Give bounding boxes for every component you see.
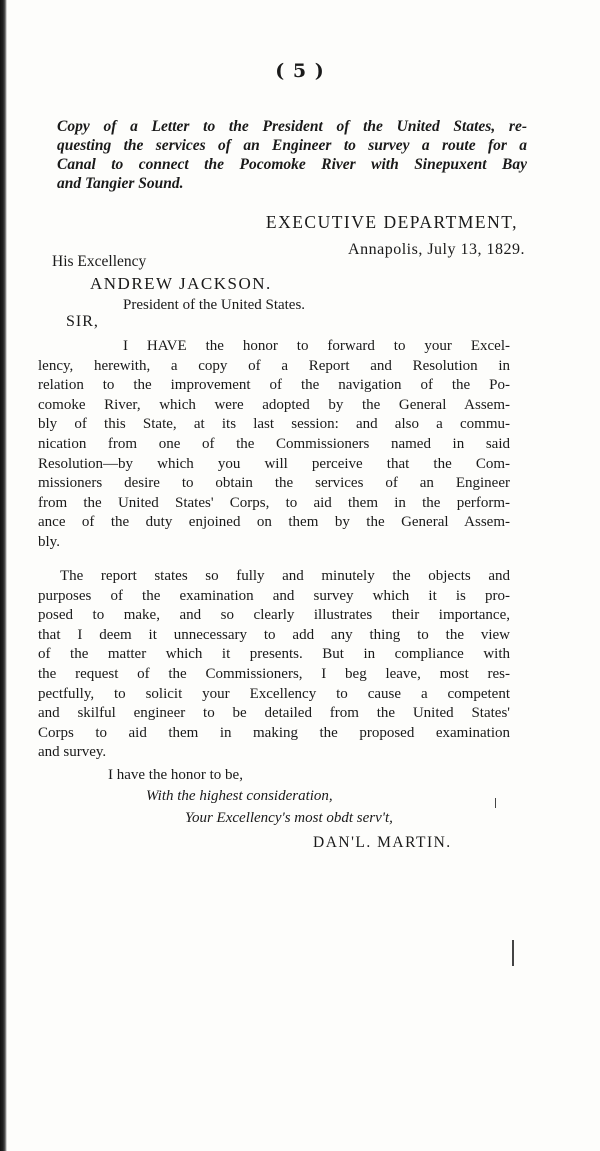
paragraph-line: relation to the improvement of the navigation of the Po- bbox=[38, 377, 510, 394]
addressee-title: President of the United States. bbox=[123, 297, 306, 313]
addressee-name: ANDREW JACKSON. bbox=[90, 274, 272, 293]
paragraph-line: The report states so fully and minutely the objects and bbox=[60, 568, 510, 584]
salutation: SIR, bbox=[66, 313, 99, 330]
page-number: ( 5 ) bbox=[275, 60, 325, 82]
heading-line: and Tangier Sound. bbox=[57, 175, 184, 192]
stray-mark bbox=[495, 798, 496, 808]
letter-paragraph-1 bbox=[38, 337, 510, 553]
closing-line-3: Your Excellency's most obdt serv't, bbox=[185, 810, 393, 826]
letter-paragraph-2 bbox=[38, 567, 510, 763]
binding-edge bbox=[0, 0, 7, 1151]
paragraph-line: lency, herewith, a copy of a Report and Resolution in bbox=[38, 357, 510, 374]
paragraph-line: ance of the duty enjoined on them by the General Assem- bbox=[38, 514, 510, 531]
paragraph-line: of the matter which it presents. But in compliance with bbox=[38, 646, 510, 663]
paragraph-line: that I deem it unnecessary to add any thing to the view bbox=[38, 626, 510, 643]
paragraph-line: and skilful engineer to be detailed from the United States' bbox=[38, 705, 510, 722]
department-name: EXECUTIVE DEPARTMENT, bbox=[265, 212, 518, 232]
paragraph-line: the request of the Commissioners, I beg leave, most res- bbox=[38, 665, 510, 682]
closing-line-2: With the highest consideration, bbox=[146, 788, 333, 804]
paragraph-line: I HAVE the honor to forward to your Excel- bbox=[123, 338, 510, 354]
paragraph-line: Corps to aid them in making the proposed examination bbox=[38, 724, 510, 741]
heading-line: questing the services of an Engineer to survey a route for a bbox=[57, 137, 527, 154]
place-and-date: Annapolis, July 13, 1829. bbox=[348, 241, 525, 258]
heading-line: Canal to connect the Pocomoke River with Sinepuxent Bay bbox=[57, 156, 527, 173]
paragraph-line: from the United States' Corps, to aid them in the perform- bbox=[38, 494, 510, 511]
paragraph-line: bly of this State, at its last session: and also a commu- bbox=[38, 416, 510, 433]
paragraph-line: comoke River, which were adopted by the General Assem- bbox=[38, 396, 510, 413]
addressee-honorific: His Excellency bbox=[52, 253, 147, 270]
paragraph-line: Resolution—by which you will perceive that the Com- bbox=[38, 455, 510, 472]
paragraph-line: nication from one of the Commissioners named in said bbox=[38, 435, 510, 452]
signature: DAN'L. MARTIN. bbox=[313, 834, 452, 851]
paragraph-line: and survey. bbox=[38, 744, 107, 761]
paragraph-line: bly. bbox=[38, 533, 60, 550]
paragraph-line: posed to make, and so clearly illustrates their importance, bbox=[38, 607, 510, 624]
letter-heading bbox=[57, 117, 527, 193]
closing-line-1: I have the honor to be, bbox=[108, 767, 243, 783]
paragraph-line: pectfully, to solicit your Excellency to cause a competent bbox=[38, 685, 510, 702]
paragraph-line: purposes of the examination and survey which it is pro- bbox=[38, 587, 510, 604]
paragraph-line: missioners desire to obtain the services of an Engineer bbox=[38, 475, 510, 492]
heading-line: Copy of a Letter to the President of the United States, re- bbox=[57, 118, 527, 135]
stray-mark bbox=[512, 940, 514, 966]
